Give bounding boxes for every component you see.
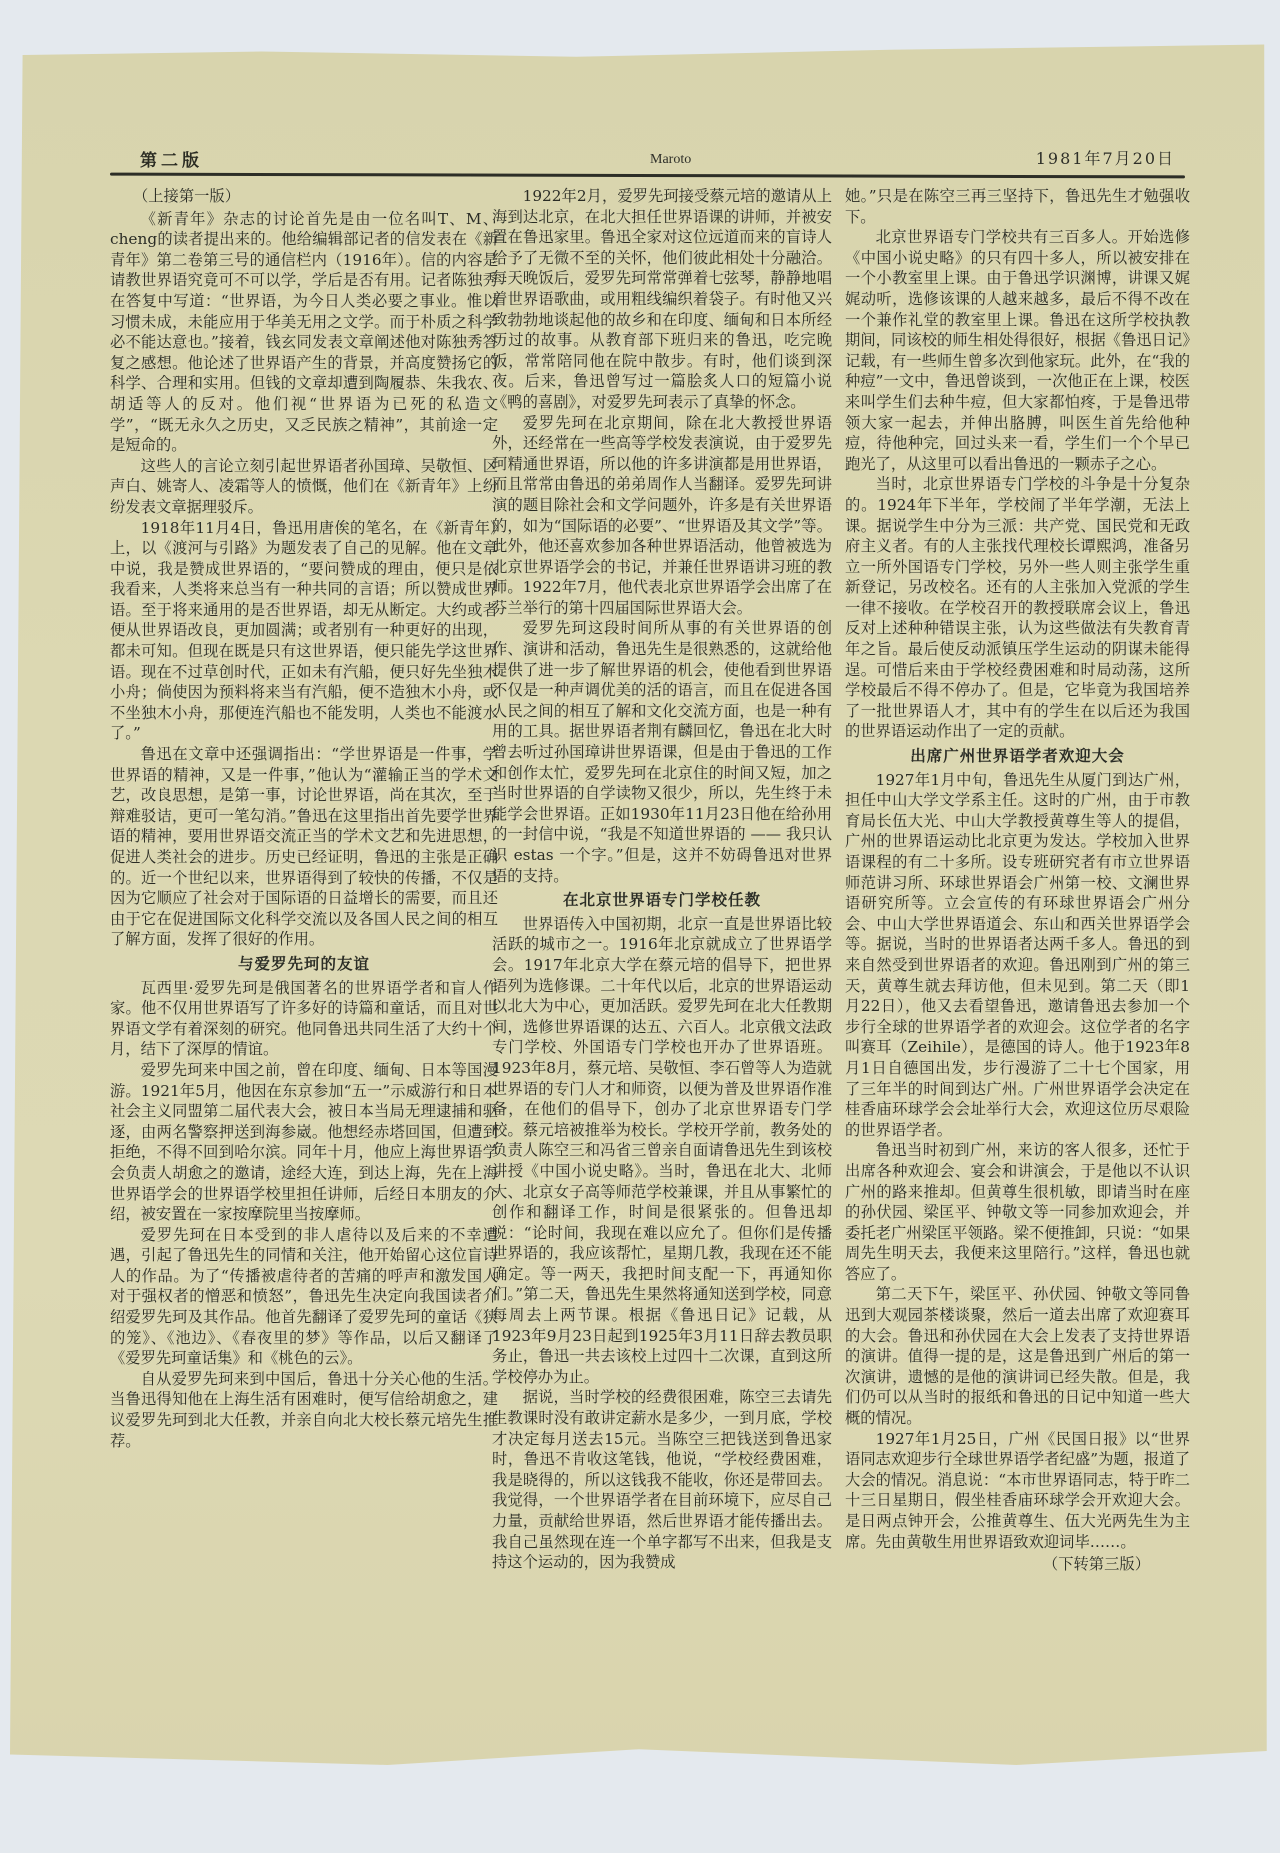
section-heading: 与爱罗先珂的友谊 xyxy=(237,953,370,973)
paragraph: 自从爱罗先珂来到中国后，鲁迅十分关心他的生活。当鲁迅得知他在上海生活有困难时，便写信给胡愈之，建议爱罗先珂到北大任教，并亲自向北大校长蔡元培先生推荐。 xyxy=(110,1369,498,1450)
article-column-2 xyxy=(492,186,832,1573)
continued-to-note: （下转第三版） xyxy=(1042,1555,1150,1574)
article-column-3 xyxy=(845,186,1190,1575)
paragraph: 她。”只是在陈空三再三坚持下，鲁迅先生才勉强收下。 xyxy=(845,187,1190,226)
paragraph: 1918年11月4日，鲁迅用唐俟的笔名，在《新青年》上，以《渡河与引路》为题发表了自己的见解。他在文章中说，我是赞成世界语的，“要问赞成的理由，便只是依我看来，人类将来总当有一种共同的言语；所以赞成世界语。至于将来通用的是否世界语，却无从断定。大约或者便从世界语改良，更加圆满；或者别有一种更好的出现，都未可知。但现在既是只有这世界语，便只能先学这世界语。现在不过草创时代，正如未有汽船，便只好先坐独木小舟；倘使因为预料将来当有汽船，便不造独木小舟，或不坐独木小舟，那便连汽船也不能发明，人类也不能渡水了。” xyxy=(110,518,498,743)
paragraph: 北京世界语专门学校共有三百多人。开始选修《中国小说史略》的只有四十多人，所以被安排在一个小教室里上课。由于鲁迅学识渊博，讲课又娓娓动听，选修该课的人越来越多，最后不得不改在一个兼作礼堂的教室里上课。鲁迅在这所学校执教期间，同该校的师生相处得很好，根据《鲁迅日记》记载，有一些师生曾多次到他家玩。此外，在“我的种痘”一文中，鲁迅曾谈到，一次他正在上课，校医来叫学生们去种牛痘，但大家都怕疼，于是鲁迅带领大家一起去，并伸出胳膊，叫医生首先给他种痘，待他种完，回过头来一看，学生们一个个早已跑光了，从这里可以看出鲁迅的一颗赤子之心。 xyxy=(845,228,1190,473)
paragraph: 1927年1月中旬，鲁迅先生从厦门到达广州，担任中山大学文学系主任。这时的广州，由于市教育局长伍大光、中山大学教授黄尊生等人的提倡，广州的世界语运动比北京更为发达。学校加入世界语课程的有二十多所。设专班研究者有市立世界语师范讲习所、环球世界语会广州第一校、文澜世界语研究所等。立会宣传的有环球世界语会广州分会、中山大学世界语道会、东山和西关世界语学会等。据说，当时的世界语者达两千多人。鲁迅的到来自然受到世界语者的欢迎。鲁迅刚到广州的第三天，黄尊生就去拜访他，但未见到。第二天（即1月22日），他又去看望鲁迅，邀请鲁迅去参加一个步行全球的世界语学者的欢迎会。这位学者的名字叫赛耳（Zeihile），是德国的诗人。他于1923年8月1日自德国出发，步行漫游了二十七个国家，用了三年半的时间到达广州。广州世界语学会决定在桂香庙环球学会会址举行大会，欢迎这位历尽艰险的世界语学者。 xyxy=(845,770,1190,1139)
paragraph: 当时，北京世界语专门学校的斗争是十分复杂的。1924年下半年，学校闹了半年学潮，无法上课。据说学生中分为三派：共产党、国民党和无政府主义者。有的人主张找代理校长谭熙鸿，准备另立一所外国语专门学校，另外一些人则主张学生重新登记，另改校名。还有的人主张加入党派的学生一律不接收。在学校召开的教授联席会议上，鲁迅反对上述种种错误主张，认为这些做法有失教育青年之旨。最后使反动派镇压学生运动的阴谋未能得逞。可惜后来由于学校经费困难和时局动荡，这所学校最后不得不停办了。但是，它毕竟为我国培养了一批世界语人才，其中有的学生在以后还为我国的世界语运动作出了一定的贡献。 xyxy=(845,475,1190,741)
issue-date: 1981年7月20日 xyxy=(1035,149,1175,168)
paragraph: 1922年2月，爱罗先珂接受蔡元培的邀请从上海到达北京，在北大担任世界语课的讲师，并被安置在鲁迅家里。鲁迅全家对这位远道而来的盲诗人给予了无微不至的关怀，他们彼此相处十分融洽。每天晚饭后，爱罗先珂常常弹着七弦琴，静静地唱着世界语歌曲，或用粗线编织着袋子。有时他又兴致勃勃地谈起他的故乡和在印度、缅甸和日本所经历过的故事。从教育部下班归来的鲁迅，吃完晚饭，常常陪同他在院中散步。有时，他们谈到深夜。后来，鲁迅曾写过一篇脍炙人口的短篇小说《鸭的喜剧》，对爱罗先珂表示了真挚的怀念。 xyxy=(492,187,832,411)
paragraph: 爱罗先珂在北京期间，除在北大教授世界语外，还经常在一些高等学校发表演说，由于爱罗先珂精通世界语，所以他的许多讲演都是用世界语，而且常常由鲁迅的弟弟周作人当翻译。爱罗先珂讲演的题目除社会和文学问题外，许多是有关世界语的，如为“国际语的必要”、“世界语及其文学”等。此外，他还喜欢参加各种世界语活动，他曾被选为北京世界语学会的书记，并兼任世界语讲习班的教师。1922年7月，他代表北京世界语学会出席了在芬兰举行的第十四届国际世界语大会。 xyxy=(492,413,832,617)
edition-label: 第二版 xyxy=(140,151,203,171)
masthead xyxy=(110,140,1185,174)
paragraph: 爱罗先珂来中国之前，曾在印度、缅甸、日本等国漫游。1921年5月，他因在东京参加“五一”示威游行和日本社会主义同盟第二届代表大会，被日本当局无理逮捕和驱逐，由两名警察押送到海参崴。他想经赤塔回国，但遭到拒绝，不得不回到哈尔滨。同年十月，他应上海世界语学会负责人胡愈之的邀请，途经大连，到达上海，先在上海世界语学会的世界语学校里担任讲师，后经日本朋友的介绍，被安置在一家按摩院里当按摩师。 xyxy=(110,1060,498,1224)
paragraph: 据说，当时学校的经费很困难，陈空三去请先生教课时没有敢讲定薪水是多少，一到月底，学校才决定每月送去15元。当陈空三把钱送到鲁迅家时，鲁迅不肯收这笔钱，他说，“学校经费困难，我是晓得的，所以这钱我不能收，你还是带回去。我觉得，一个世界语学者在目前环境下，应尽自己力量，贡献给世界语，然后世界语才能传播出去。我自己虽然现在连一个单字都写不出来，但我是支持这个运动的，因为我赞成 xyxy=(492,1388,832,1572)
paragraph: 1927年1月25日，广州《民国日报》以“世界语同志欢迎步行全球世界语学者纪盛”为题，报道了大会的情况。消息说：“本市世界语同志，特于昨二十三日星期日，假坐桂香庙环球学会开欢迎大会。是日两点钟开会，公推黄尊生、伍大光两先生为主席。先由黄敬生用世界语致欢迎词毕……。 xyxy=(845,1429,1190,1551)
newspaper-name: Maroto xyxy=(650,152,692,167)
paragraph: 鲁迅当时初到广州，来访的客人很多，还忙于出席各种欢迎会、宴会和讲演会，于是他以不认识广州的路来推却。但黄尊生很机敏，即请当时在座的孙伏园、梁匡平、钟敬文等一同参加欢迎会，并委托老广州梁匡平领路。梁不便推卸，只说：“如果周先生明天去，我便来这里陪行。”这样，鲁迅也就答应了。 xyxy=(845,1141,1190,1283)
continued-from-note: （上接第一版） xyxy=(132,187,241,205)
paragraph: 鲁迅在文章中还强调指出：“学世界语是一件事，学世界语的精神，又是一件事，”他认为“灌输正当的学术文艺，改良思想，是第一事，讨论世界语，尚在其次，至于辩难驳诘，更可一笔勾消。”鲁迅在这里指出首先要学世界语的精神，要用世界语交流正当的学术文艺和先进思想，促进人类社会的进步。历史已经证明，鲁迅的主张是正确的。近一个世纪以来，世界语得到了较快的传播，不仅是因为它顺应了社会对于国际语的日益增长的需要，而且还由于它在促进国际文化科学交流以及各国人民之间的相互了解方面，发挥了很好的作用。 xyxy=(110,745,498,949)
paragraph: 《新青年》杂志的讨论首先是由一位名叫T、M、cheng的读者提出来的。他给编辑部记者的信发表在《新青年》第二卷第三号的通信栏内（1916年）。信的内容是请教世界语究竟可不可以学，学后是否有用。记者陈独秀在答复中写道：“世界语，为今日人类必要之事业。惟以习惯未成，未能应用于华美无用之文学。而于朴质之科学必不能达意也。”接着，钱玄同发表文章阐述他对陈独秀答复之感想。他论述了世界语产生的背景，并高度赞扬它的科学、合理和实用。但钱的文章却遭到陶履恭、朱我农、胡适等人的反对。他们视“世界语为已死的私造文学”，“既无永久之历史，又乏民族之精神”，其前途一定是短命的。 xyxy=(110,209,498,455)
section-heading: 出席广州世界语学者欢迎大会 xyxy=(910,746,1125,766)
paragraph: 爱罗先珂这段时间所从事的有关世界语的创作、演讲和活动，鲁迅先生是很熟悉的，这就给他提供了进一步了解世界语的机会，使他看到世界语不仅是一种声调优美的活的语言，而且在促进各国人民之间的相互了解和文化交流方面，也是一种有用的工具。据世界语者荆有麟回忆，鲁迅在北大时曾去听过孙国璋讲世界语课，但是由于鲁迅的工作和创作太忙，爱罗先珂在北京住的时间又短，加之当时世界语的自学读物又很少，所以，先生终于未能学会世界语。正如1930年11月23日他在给孙用的一封信中说，“我是不知道世界语的 —— 我只认识 estas 一个字。”但是，这并不妨碍鲁迅对世界语的支持。 xyxy=(492,619,832,885)
paragraph: 这些人的言论立刻引起世界语者孙国璋、吴敬恒、区声白、姚寄人、凌霜等人的愤慨，他们在《新青年》上纷纷发表文章据理驳斥。 xyxy=(110,456,498,516)
paragraph: 瓦西里·爱罗先珂是俄国著名的世界语学者和盲人作家。他不仅用世界语写了许多好的诗篇和童话，而且对世界语文学有着深刻的研究。他同鲁迅共同生活了大约十个月，结下了深厚的情谊。 xyxy=(110,978,498,1059)
paragraph: 爱罗先珂在日本受到的非人虐待以及后来的不幸遭遇，引起了鲁迅先生的同情和关注，他开始留心这位盲诗人的作品。为了“传播被虐待者的苦痛的呼声和激发国人对于强权者的憎恶和愤怒”，鲁迅先生决定向我国读者介绍爱罗先珂及其作品。他首先翻译了爱罗先珂的童话《狭的笼》、《池边》、《春夜里的梦》等作品，以后又翻译了《爱罗先珂童话集》和《桃色的云》。 xyxy=(110,1225,498,1368)
section-heading: 在北京世界语专门学校任教 xyxy=(562,890,761,910)
article-column-1 xyxy=(110,186,498,1451)
paragraph: 世界语传入中国初期，北京一直是世界语比较活跃的城市之一。1916年北京就成立了世界语学会。1917年北京大学在蔡元培的倡导下，把世界语列为选修课。二十年代以后，北京的世界语运动以北大为中心，更加活跃。爱罗先珂在北大任教期间，选修世界语课的达五、六百人。北京俄文法政专门学校、外国语专门学校也开办了世界语班。1923年8月，蔡元培、吴敬恒、李石曾等人为造就世界语的专门人才和师资，以便为普及世界语作准备，在他们的倡导下，创办了北京世界语专门学校。蔡元培被推举为校长。学校开学前，教务处的负责人陈空三和冯省三曾亲自面请鲁迅先生到该校讲授《中国小说史略》。当时，鲁迅在北大、北师大、北京女子高等师范学校兼课，并且从事繁忙的创作和翻译工作，时间是很紧张的。但鲁迅却说：“论时间，我现在难以应允了。但你们是传播世界语的，我应该帮忙，星期几教，我现在还不能确定。等一两天，我把时间支配一下，再通知你们。”第二天，鲁迅先生果然将通知送到学校，同意每周去上两节课。根据《鲁迅日记》记载，从1923年9月23日起到1925年3月11日辞去教员职务止，鲁迅一共去该校上过四十二次课，直到这所学校停办为止。 xyxy=(492,914,832,1386)
paragraph: 第二天下午，梁匡平、孙伏园、钟敬文等同鲁迅到大观园茶楼谈聚，然后一道去出席了欢迎赛耳的大会。鲁迅和孙伏园在大会上发表了支持世界语的演讲。值得一提的是，这是鲁迅到广州后的第一次演讲，遗憾的是他的演讲词已经失散。但是，我们仍可以从当时的报纸和鲁迅的日记中知道一些大概的情况。 xyxy=(845,1285,1190,1428)
